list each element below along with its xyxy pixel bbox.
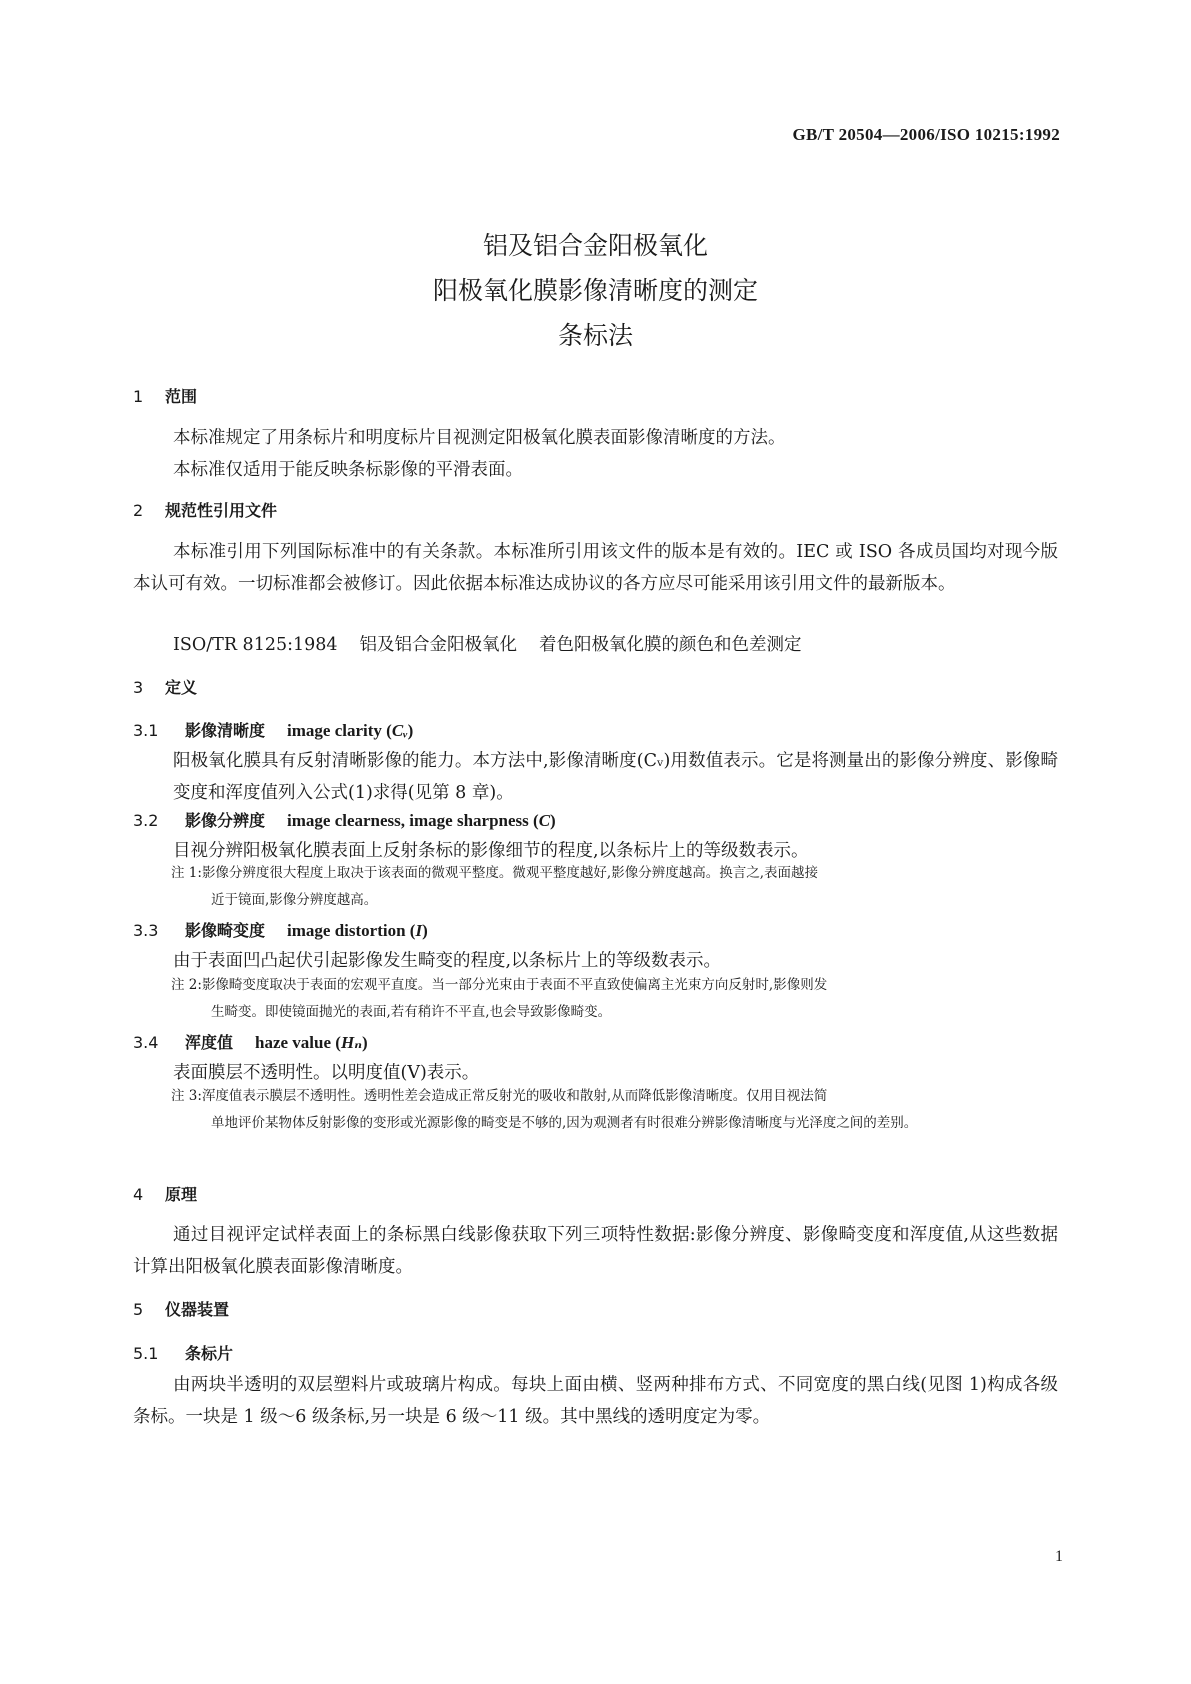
definition-3-1-heading [133, 718, 413, 741]
term-en: image distortion (I) [287, 921, 428, 940]
note-label: 注 3: [171, 1088, 202, 1104]
term-zh: 浑度值 [185, 1033, 234, 1052]
reference-subtitle: 着色阳极氧化膜的颜色和色差测定 [539, 635, 802, 655]
note-1: 注 1:影像分辨度很大程度上取决于该表面的微观平整度。微观平整度越好,影像分辨度越高。换言之,表面越接 [171, 865, 819, 881]
section-title: 原理 [165, 1185, 198, 1204]
subsection-number: 3.1 [133, 721, 159, 740]
subsection-number: 5.1 [133, 1344, 159, 1363]
section-number: 5 [133, 1300, 144, 1319]
section-1-heading [133, 384, 197, 407]
term-zh: 条标片 [185, 1344, 234, 1363]
standard-code: GB/T 20504—2006/ISO 10215:1992 [792, 125, 1060, 144]
section-5-heading [133, 1297, 229, 1320]
reference-code: ISO/TR 8125:1984 [173, 635, 338, 655]
note-label: 注 2: [171, 977, 202, 993]
definition-3-3-heading [133, 918, 428, 941]
subsection-number: 3.2 [133, 811, 159, 830]
subsection-5-1-text: 由两块半透明的双层塑料片或玻璃片构成。每块上面由横、竖两种排布方式、不同宽度的黑白线(见图 1)构成各级条标。一块是 1 级～6 级条标,另一块是 6 级～11 级。其中黑线的透明度定为零。 [133, 1375, 1058, 1427]
section-title: 定义 [165, 678, 198, 697]
section-3-heading [133, 675, 197, 698]
section-title: 范围 [165, 387, 198, 406]
definition-3-1-text: 阳极氧化膜具有反射清晰影像的能力。本方法中,影像清晰度(Cᵥ)用数值表示。它是将测量出的影像分辨度、影像畸变度和浑度值列入公式(1)求得(见第 8 章)。 [173, 751, 1058, 803]
section-number: 1 [133, 387, 144, 406]
section-2-heading [133, 498, 277, 521]
term-en: haze value (Hₙ) [255, 1033, 368, 1052]
term-zh: 影像分辨度 [185, 811, 266, 830]
term-zh: 影像清晰度 [185, 721, 266, 740]
note-2: 注 2:影像畸变度取决于表面的宏观平直度。当一部分光束由于表面不平直致使偏离主光束方向反射时,影像则发 [171, 977, 828, 993]
section-number: 2 [133, 501, 144, 520]
note-3-continued: 单地评价某物体反射影像的变形或光源影像的畸变是不够的,因为观测者有时很难分辨影像清晰度与光泽度之间的差别。 [211, 1115, 918, 1131]
definition-3-4-heading [133, 1030, 368, 1053]
reference-title: 铝及铝合金阳极氧化 [359, 635, 518, 655]
note-label: 注 1: [171, 865, 202, 881]
subsection-number: 3.4 [133, 1033, 159, 1052]
note-2-continued: 生畸变。即使镜面抛光的表面,若有稍许不平直,也会导致影像畸变。 [211, 1004, 612, 1020]
definition-3-4-text: 表面膜层不透明性。以明度值(V)表示。 [173, 1063, 480, 1083]
section-number: 3 [133, 678, 144, 697]
normative-reference [173, 631, 802, 656]
definition-3-3-text: 由于表面凹凸起伏引起影像发生畸变的程度,以条标片上的等级数表示。 [173, 951, 722, 971]
section-1-paragraph-2: 本标准仅适用于能反映条标影像的平滑表面。 [173, 460, 523, 480]
section-number: 4 [133, 1185, 144, 1204]
section-2-paragraph-1: 本标准引用下列国际标准中的有关条款。本标准所引用该文件的版本是有效的。IEC 或 ISO 各成员国均对现今版本认可有效。一切标准都会被修订。因此依据本标准达成协议的各方应尽可能采用该引用文件的最新版本。 [133, 542, 1058, 594]
term-en: image clarity (Cᵥ) [287, 721, 414, 740]
document-title-line-3: 条标法 [557, 321, 633, 350]
document-title-line-2: 阳极氧化膜影像清晰度的测定 [432, 276, 758, 305]
note-3: 注 3:浑度值表示膜层不透明性。透明性差会造成正常反射光的吸收和散射,从而降低影像清晰度。仅用目视法简 [171, 1088, 828, 1104]
term-en: image clearness, image sharpness (C) [287, 811, 556, 830]
page-number: 1 [1055, 1548, 1063, 1565]
term-zh: 影像畸变度 [185, 921, 266, 940]
subsection-5-1-heading [133, 1341, 233, 1364]
section-4-paragraph-1: 通过目视评定试样表面上的条标黑白线影像获取下列三项特性数据:影像分辨度、影像畸变度和浑度值,从这些数据计算出阳极氧化膜表面影像清晰度。 [133, 1225, 1058, 1277]
subsection-number: 3.3 [133, 921, 159, 940]
section-1-paragraph-1: 本标准规定了用条标片和明度标片目视测定阳极氧化膜表面影像清晰度的方法。 [173, 428, 786, 448]
document-title-line-1: 铝及铝合金阳极氧化 [482, 231, 708, 260]
definition-3-2-text: 目视分辨阳极氧化膜表面上反射条标的影像细节的程度,以条标片上的等级数表示。 [173, 841, 809, 861]
section-4-heading [133, 1182, 197, 1205]
note-1-continued: 近于镜面,影像分辨度越高。 [211, 892, 378, 908]
section-title: 规范性引用文件 [165, 501, 278, 520]
definition-3-2-heading [133, 808, 556, 831]
section-title: 仪器装置 [165, 1300, 230, 1319]
